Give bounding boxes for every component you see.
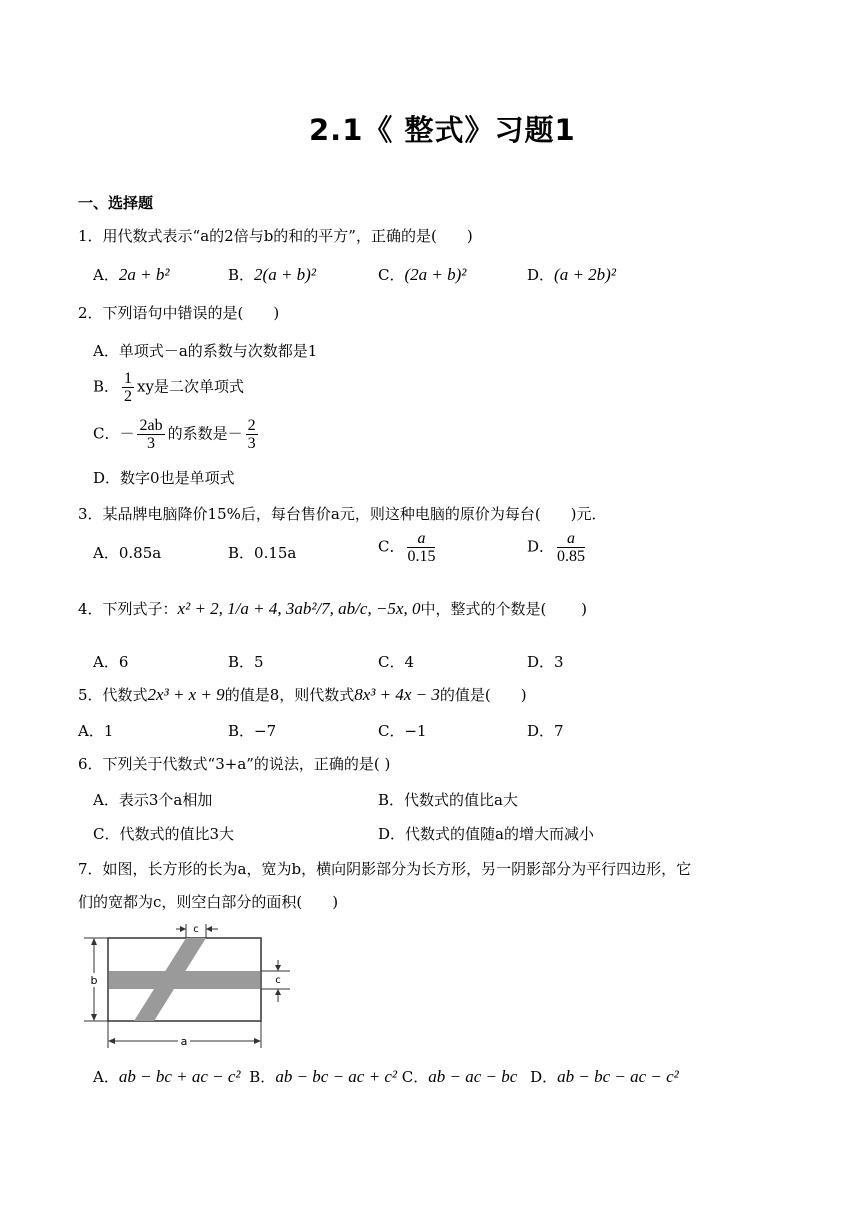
question-4-stem: 4．下列式子：x² + 2, 1/a + 4, 3ab²/7, ab/c, −5x, 0中，整式的个数是( )	[78, 599, 587, 618]
question-7-stem-line1: 7．如图，长方形的长为a，宽为b，横向阴影部分为长方形，另一阴影部分为平行四边形，它	[78, 860, 692, 878]
q4-option-b: B．5	[228, 653, 264, 671]
q5-option-a: A．1	[78, 722, 114, 740]
q2-option-b: B． $\frac{1}{2}$ xy是二次单项式	[93, 370, 244, 405]
q1-option-d: D．(a + 2b)²	[527, 265, 616, 284]
section-heading: 一、选择题	[78, 194, 154, 212]
label-c-top: c	[193, 924, 199, 935]
q3-option-a: A．0.85a	[93, 544, 162, 562]
q1-option-c: C．(2a + b)²	[378, 265, 467, 284]
question-7-stem-line2: 们的宽都为c，则空白部分的面积( )	[78, 893, 339, 911]
q1-option-b: B．2(a + b)²	[228, 265, 316, 284]
q7-options	[93, 1066, 679, 1087]
q7-option-b: B．ab − bc − ac + c²	[249, 1067, 397, 1086]
page-title: 2.1《 整式》习题1	[309, 113, 576, 147]
label-c-right: c	[275, 975, 281, 986]
q5-option-b: B．−7	[228, 722, 277, 740]
q3-option-c: C． $\frac{a}{0.15}$	[378, 530, 436, 565]
q7-option-c: C．ab − ac − bc	[401, 1067, 518, 1086]
q4-option-d: D．3	[527, 653, 564, 671]
q6-option-b: B．代数式的值比a大	[378, 791, 518, 809]
question-6-stem: 6．下列关于代数式“3+a”的说法，正确的是( )	[78, 755, 391, 773]
question-5-stem: 5．代数式2x³ + x + 9的值是8，则代数式8x³ + 4x − 3的值是( )	[78, 685, 527, 704]
horizontal-band	[109, 971, 260, 989]
q3-option-d: D． $\frac{a}{0.85}$	[527, 530, 586, 565]
q1-option-a: A．2a + b²	[93, 265, 170, 284]
question-1-stem: 1．用代数式表示“a的2倍与b的和的平方”，正确的是( )	[78, 227, 473, 245]
label-a: a	[180, 1035, 188, 1048]
q6-option-d: D．代数式的值随a的增大而减小	[378, 825, 594, 843]
q4-option-a: A．6	[93, 653, 129, 671]
q5-option-d: D．7	[527, 722, 564, 740]
q2-option-d: D．数字0也是单项式	[93, 469, 235, 487]
q4-option-c: C．4	[378, 653, 415, 671]
q4-expression: x² + 2, 1/a + 4, 3ab²/7, ab/c, −5x, 0	[177, 599, 421, 618]
q3-option-b: B．0.15a	[228, 544, 297, 562]
q2-option-a: A．单项式－a的系数与次数都是1	[93, 342, 318, 360]
q6-option-c: C．代数式的值比3大	[93, 825, 235, 843]
question-2-stem: 2．下列语句中错误的是( )	[78, 304, 280, 322]
q7-option-d: D．ab − bc − ac − c²	[530, 1067, 679, 1086]
q2-option-c: C．－ $\frac{2ab}{3}$ 的系数是－ $\frac{2}{3}$	[93, 417, 256, 452]
label-b: b	[90, 974, 98, 987]
q5-option-c: C．−1	[378, 722, 427, 740]
question-3-stem: 3．某品牌电脑降价15%后，每台售价a元，则这种电脑的原价为每台( )元．	[78, 505, 607, 523]
q6-option-a: A．表示3个a相加	[93, 791, 213, 809]
q7-option-a: A．ab − bc + ac − c²	[93, 1067, 241, 1086]
rectangle-figure	[78, 920, 298, 1055]
